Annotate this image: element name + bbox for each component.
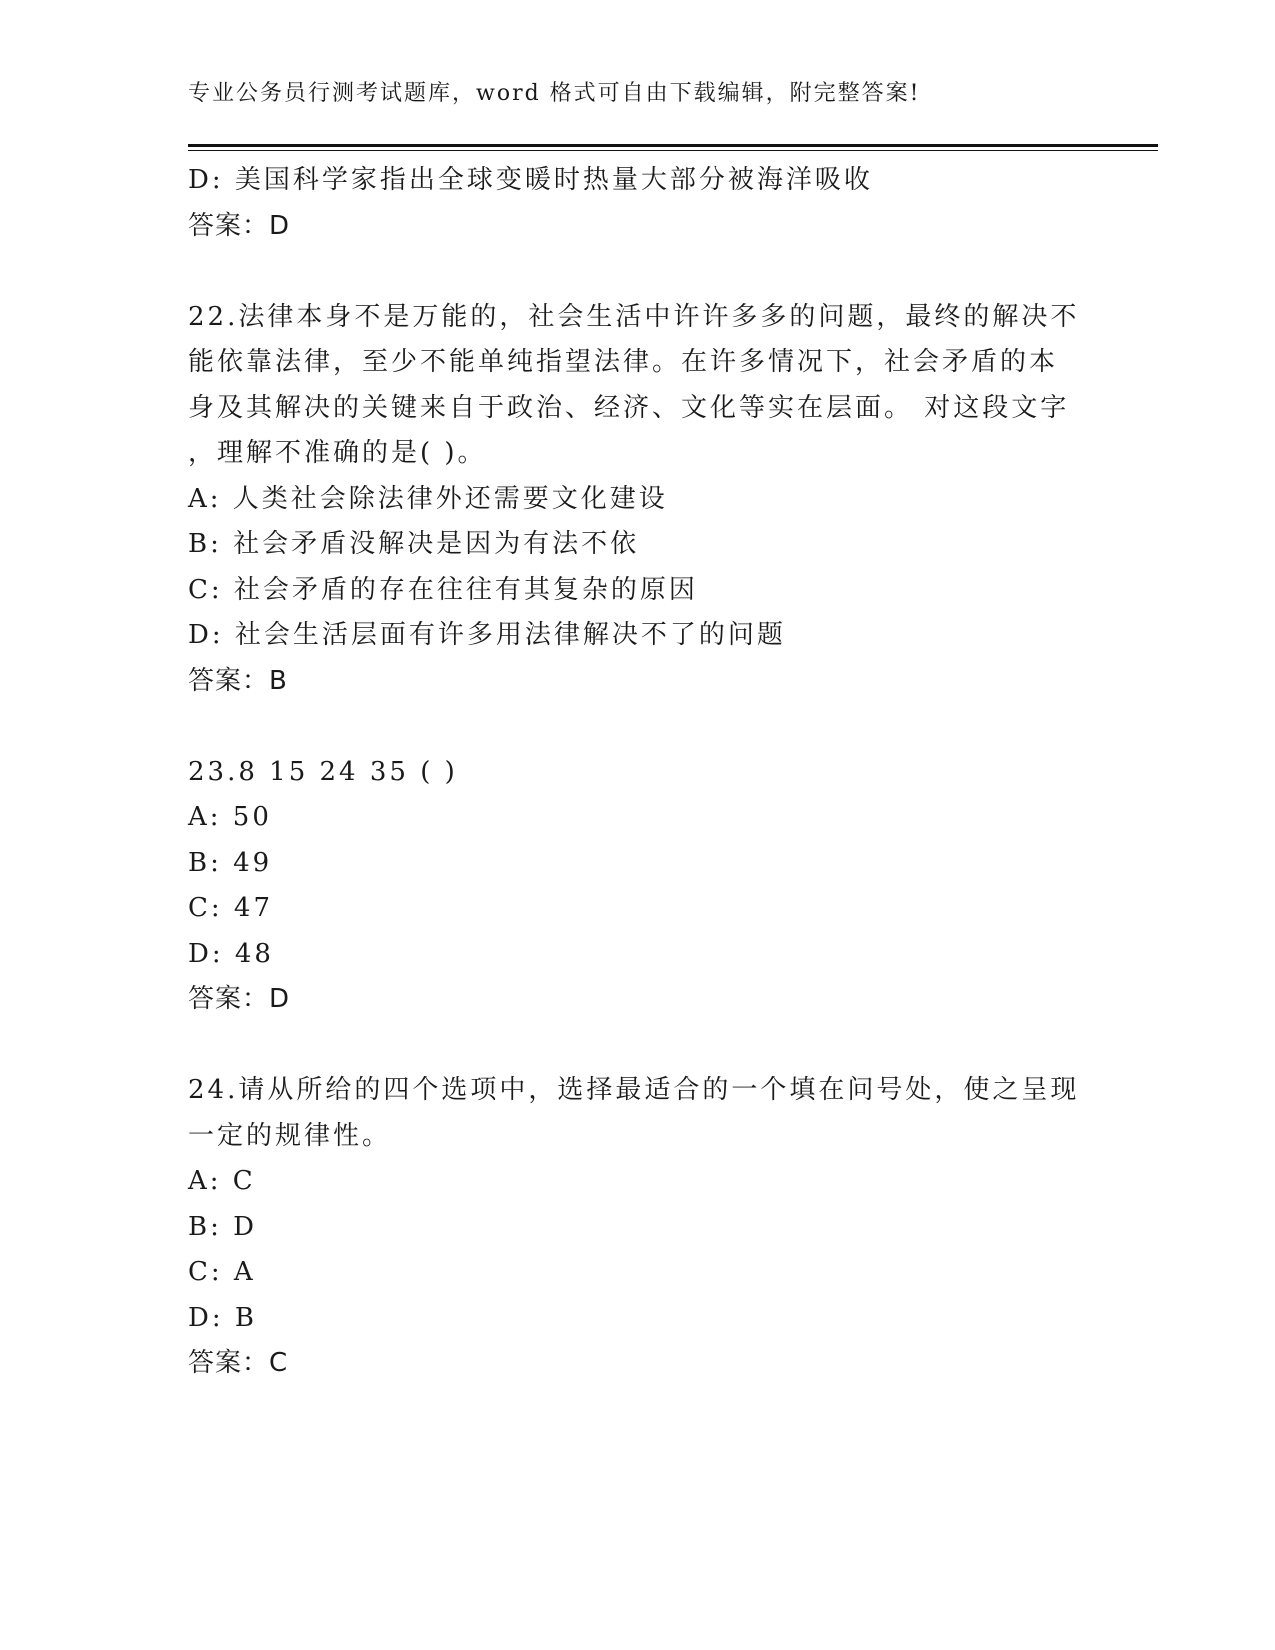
option-a: A: 人类社会除法律外还需要文化建设 (188, 483, 668, 514)
option-a: A: C (188, 1166, 256, 1196)
question-stem-line: 23.8 15 24 35 ( ) (188, 756, 458, 787)
question-stem-line: 能依靠法律，至少不能单纯指望法律。在许多情况下，社会矛盾的本 (188, 347, 1059, 377)
option-c: C: 47 (188, 893, 274, 923)
option-a: A: 50 (188, 802, 272, 832)
question-stem-line: 22.法律本身不是万能的，社会生活中许许多多的问题，最终的解决不 (188, 301, 1080, 332)
question-stem-line: ，理解不准确的是( )。 (188, 438, 487, 468)
header-rule-thick (188, 144, 1158, 147)
answer-line: 答案：D (188, 984, 291, 1014)
option-d: D: B (188, 1302, 257, 1333)
q21-answer: 答案：D (188, 210, 291, 241)
document-body (188, 158, 1088, 1387)
answer-line: 答案：B (188, 665, 288, 696)
header-note: 专业公务员行测考试题库，word 格式可自由下载编辑，附完整答案! (188, 81, 921, 106)
answer-line: 答案：C (188, 1348, 289, 1378)
option-d: D: 48 (188, 938, 274, 969)
question-stem-line: 一定的规律性。 (188, 1120, 392, 1151)
q21-option-d: D: 美国科学家指出全球变暖时热量大部分被海洋吸收 (188, 165, 873, 195)
option-c: C: 社会矛盾的存在往往有其复杂的原因 (188, 574, 698, 605)
spacer (188, 704, 1088, 750)
option-b: B: 社会矛盾没解决是因为有法不依 (188, 529, 640, 559)
option-d: D: 社会生活层面有许多用法律解决不了的问题 (188, 620, 786, 650)
header-rule-thin (188, 150, 1158, 151)
question-22 (188, 295, 1088, 705)
spacer (188, 1023, 1088, 1069)
option-c: C: A (188, 1257, 256, 1287)
option-b: B: D (188, 1211, 257, 1242)
question-stem-line: 身及其解决的关键来自于政治、经济、文化等实在层面。 对这段文字 (188, 392, 1070, 423)
question-23 (188, 750, 1088, 1023)
spacer (188, 249, 1088, 295)
question-stem-line: 24.请从所给的四个选项中，选择最适合的一个填在问号处，使之呈现 (188, 1075, 1080, 1105)
option-b: B: 49 (188, 847, 273, 878)
question-24 (188, 1068, 1088, 1387)
